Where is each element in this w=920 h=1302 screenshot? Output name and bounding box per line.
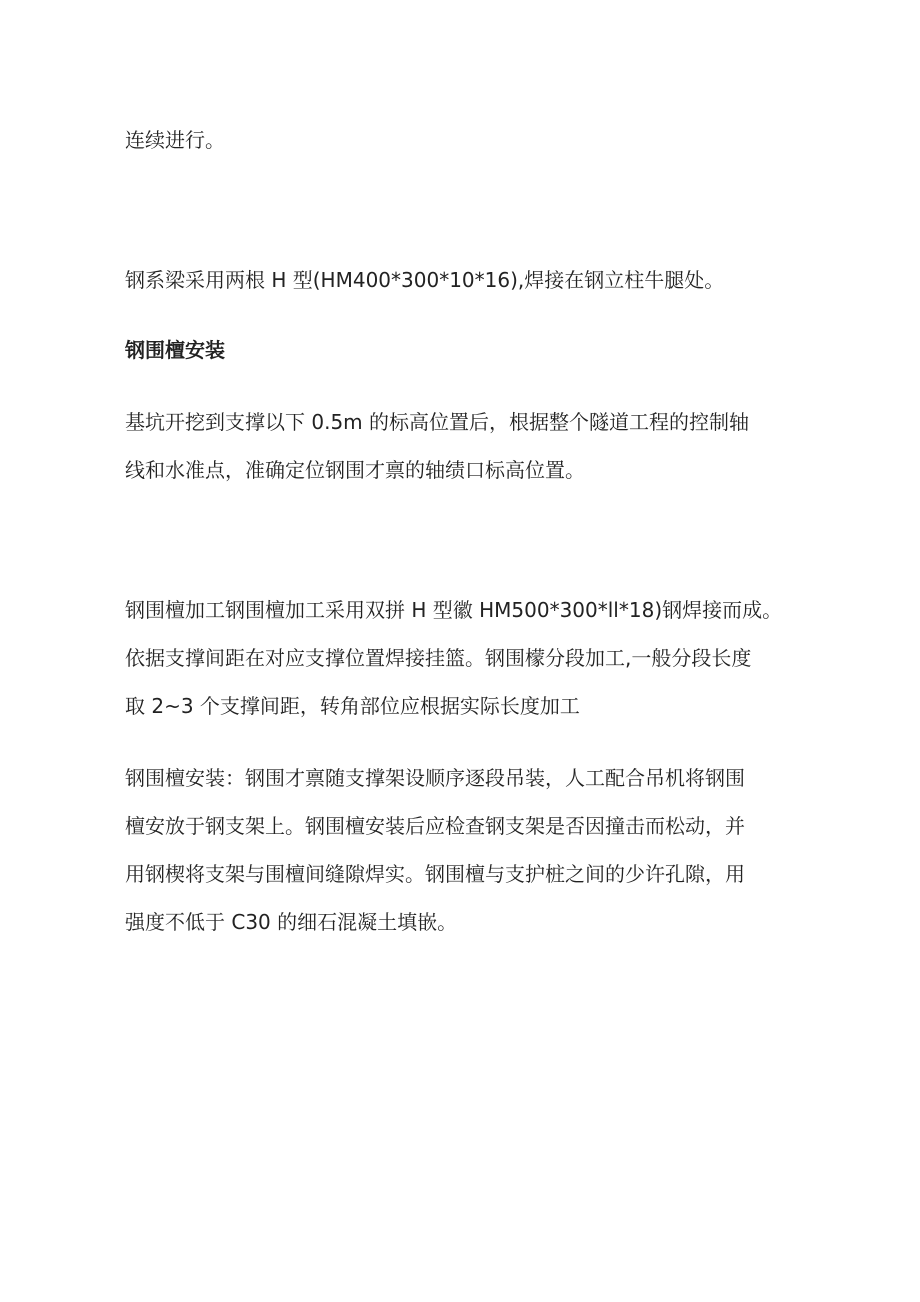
paragraph-line: 钢围檀加工钢围檀加工采用双拼 H 型徽 HM500*300*ll*18)钢焊接而成。 (125, 598, 783, 622)
paragraph-waling-fabrication (125, 586, 885, 730)
paragraph-line: 檀安放于钢支架上。钢围檀安装后应检查钢支架是否因撞击而松动，并 (125, 814, 745, 838)
section-heading-waling-install: 钢围檀安装 (125, 338, 225, 362)
paragraph-line: 基坑开挖到支撑以下 0.5m 的标高位置后，根据整个隧道工程的控制轴 (125, 410, 750, 434)
paragraph-line: 强度不低于 C30 的细石混凝土填嵌。 (125, 910, 458, 934)
paragraph-waling-installation (125, 754, 885, 946)
paragraph-line: 依据支撑间距在对应支撑位置焊接挂篮。钢围檬分段加工,一般分段长度 (125, 646, 752, 670)
paragraph-excavation (125, 398, 885, 494)
paragraph-line: 钢围檀安装：钢围才禀随支撑架设顺序逐段吊装，人工配合吊机将钢围 (125, 766, 745, 790)
paragraph-line: 线和水准点，准确定位钢围才禀的轴绩口标高位置。 (125, 458, 585, 482)
paragraph-tie-beam: 钢系梁采用两根 H 型(HM400*300*10*16),焊接在钢立柱牛腿处。 (125, 268, 725, 292)
paragraph-line: 用钢楔将支架与围檀间缝隙焊实。钢围檀与支护桩之间的少许孔隙，用 (125, 862, 745, 886)
paragraph-continuation: 连续进行。 (125, 128, 225, 152)
paragraph-line: 取 2~3 个支撑间距，转角部位应根据实际长度加工 (125, 694, 580, 718)
